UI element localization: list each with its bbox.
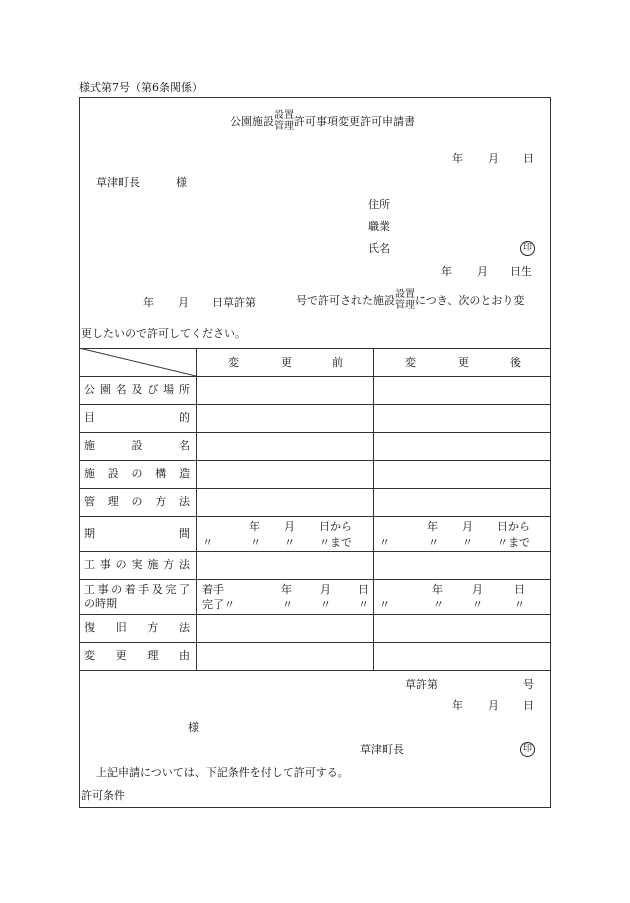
header-before-1: 変 — [228, 356, 239, 369]
date-month: 月 — [488, 152, 499, 165]
row-label-purpose: 目 的 — [84, 411, 190, 424]
work-before-year: 年 — [281, 583, 292, 596]
application-form — [79, 97, 551, 808]
work-after-ditto-2: 〃 — [433, 598, 444, 611]
permit-number-label: 草許第 — [405, 678, 438, 691]
body-number-text: 号で許可された施設 — [296, 294, 395, 307]
applicant-seal: 印 — [520, 241, 535, 256]
title-stack-bottom: 管理 — [274, 120, 294, 132]
addressee-name: 草津町長 — [96, 176, 140, 189]
permit-mayor: 草津町長 — [360, 743, 404, 756]
row-label-restoration: 復 旧 方 法 — [84, 621, 190, 634]
body-tail: につき、次のとおり変 — [415, 294, 525, 307]
permit-statement: 上記申請については、下記条件を付して許可する。 — [96, 766, 349, 779]
work-after-ditto-3: 〃 — [472, 598, 483, 611]
row-label-reason: 変 更 理 由 — [84, 649, 190, 662]
form-number: 様式第7号（第6条関係） — [79, 81, 203, 94]
work-after-ditto-1: 〃 — [379, 598, 390, 611]
body-line2: 更したいので許可してください。 — [81, 327, 246, 340]
body-number — [296, 290, 524, 311]
period-after-ditto-1: 〃 — [379, 536, 390, 549]
period-before-month: 月 — [284, 520, 295, 533]
row-label-facility-name: 施 設 名 — [84, 439, 190, 452]
permit-number-suffix: 号 — [523, 678, 534, 691]
permit-honorific: 様 — [188, 721, 199, 734]
applicant-name-label: 氏名 — [368, 242, 390, 255]
header-diagonal — [79, 348, 196, 376]
row-label-structure: 施設の構造 — [84, 467, 190, 480]
work-after-month: 月 — [472, 583, 483, 596]
body-day-permit: 日草許第 — [212, 296, 256, 309]
header-after-1: 変 — [405, 356, 416, 369]
period-after-year: 年 — [427, 520, 438, 533]
period-after-ditto-2: 〃 — [428, 536, 439, 549]
date-year: 年 — [452, 152, 463, 165]
period-before-ditto-1: 〃 — [202, 536, 213, 549]
birth-day: 日生 — [510, 265, 532, 278]
body-stack-top: 設置 — [395, 289, 415, 300]
form-title — [230, 111, 415, 132]
permit-year: 年 — [452, 699, 463, 712]
work-before-month: 月 — [320, 583, 331, 596]
title-pre: 公園施設 — [230, 115, 274, 128]
permit-conditions: 許可条件 — [81, 789, 125, 802]
applicant-occupation-label: 職業 — [368, 220, 390, 233]
row-label-work-dates: 工事の着手及完了 — [84, 583, 190, 596]
permit-seal: 印 — [520, 742, 535, 757]
work-after-day: 日 — [514, 583, 525, 596]
date-day: 日 — [523, 152, 534, 165]
header-after-2: 更 — [458, 356, 469, 369]
body-month: 月 — [178, 296, 189, 309]
applicant-address-label: 住所 — [368, 198, 390, 211]
period-before-from: 日から — [319, 520, 352, 533]
work-before-ditto-1: 〃 — [282, 598, 293, 611]
period-after-from: 日から — [497, 520, 530, 533]
period-before-year: 年 — [249, 520, 260, 533]
row-label-park: 公園名及び場所 — [84, 383, 190, 396]
work-after-ditto-4: 〃 — [514, 598, 525, 611]
birth-year: 年 — [441, 265, 452, 278]
body-stack-bottom: 管理 — [395, 299, 415, 311]
row-label-method: 工事の実施方法 — [84, 558, 190, 571]
period-before-ditto-2: 〃 — [250, 536, 261, 549]
header-after-3: 後 — [510, 356, 521, 369]
period-after-month: 月 — [462, 520, 473, 533]
work-before-end: 完了〃 — [202, 598, 235, 611]
title-stack-top: 設置 — [274, 110, 294, 121]
header-before-2: 更 — [281, 356, 292, 369]
period-before-ditto-3: 〃 — [284, 536, 295, 549]
work-before-day: 日 — [358, 583, 369, 596]
title-post: 許可事項変更許可申請書 — [294, 115, 415, 128]
body-stack — [395, 290, 415, 311]
period-after-ditto-3: 〃 — [462, 536, 473, 549]
title-stack — [274, 111, 294, 132]
period-after-until: 〃まで — [497, 536, 530, 549]
work-before-ditto-3: 〃 — [358, 598, 369, 611]
row-label-management: 管理の方法 — [84, 495, 190, 508]
work-before-start: 着手 — [202, 583, 224, 596]
addressee-honorific: 様 — [176, 176, 187, 189]
work-after-year: 年 — [432, 583, 443, 596]
body-year: 年 — [143, 296, 154, 309]
header-before-3: 前 — [332, 356, 343, 369]
birth-month: 月 — [477, 265, 488, 278]
row-label-work-dates-2: の時期 — [84, 597, 117, 610]
permit-day: 日 — [523, 699, 534, 712]
period-before-until: 〃まで — [319, 536, 352, 549]
row-label-period: 期 間 — [84, 527, 190, 540]
permit-month: 月 — [488, 699, 499, 712]
work-before-ditto-2: 〃 — [320, 598, 331, 611]
